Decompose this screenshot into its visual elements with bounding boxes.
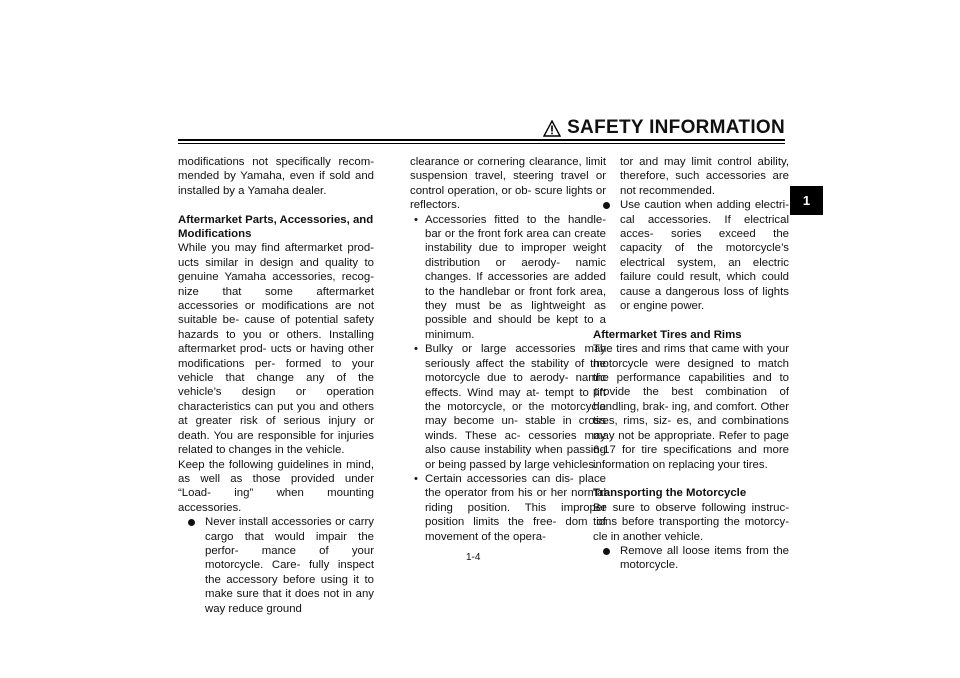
bullet-text: Remove all loose items from the motorcycle.	[620, 544, 789, 572]
continued-text: tor and may limit control ability, therefore, such accessories are not recommended.	[620, 156, 789, 197]
bullet-icon: •	[414, 213, 418, 226]
continued-text: clearance or cornering clearance, limit suspension travel, steering travel or control operation, or ob- scure lights or reflectors.	[410, 156, 606, 212]
page-number: 1-4	[466, 552, 481, 563]
section-heading-accessories: Aftermarket Parts, Accessories, and Modifications	[178, 213, 374, 241]
list-item	[178, 515, 374, 616]
bullet-text: Use caution when adding electri- cal accessories. If electrical acces- sories exceed the capacity of the motorcycle’s electrical system, an electric failure could result, which could cause a dangerous loss of lights or engine power.	[620, 199, 789, 313]
transport-paragraph: Be sure to observe following instruc- tions before transporting the motorcy- cle in another vehicle.	[593, 501, 789, 543]
bullet-icon: •	[414, 343, 418, 356]
sub-bullet-text: Accessories fitted to the handle- bar or the front fork area can create instability due to improper weight distribution or aerody- namic changes. If accessories are added to the handlebar or front fork area, they must be as lightweight as possible and should be kept to a minimum.	[425, 213, 606, 341]
page-header	[178, 116, 785, 140]
intro-paragraph: modifications not specifically recom- mended by Yamaha, even if sold and installed by a Yamaha dealer.	[178, 156, 374, 197]
chapter-tab: 1	[790, 186, 823, 215]
bullet-dot-icon	[603, 202, 610, 209]
text-column-2	[410, 155, 606, 544]
page-title: SAFETY INFORMATION	[567, 117, 785, 138]
list-item	[410, 472, 606, 544]
text-column-3	[593, 155, 789, 573]
sub-bullet-text: Bulky or large accessories may seriously affect the stability of the motorcycle due to aerody- namic effects. Wind may at- tempt to lift the motorcycle, or the motorcycle may become un- stable in cross winds. These ac- cessories may also cause instability when passing or being passed by large vehicles.	[425, 343, 606, 471]
list-item	[593, 198, 789, 313]
list-item	[593, 544, 789, 573]
warning-triangle-icon	[543, 120, 561, 137]
header-rule-thin	[178, 143, 785, 144]
tires-paragraph: The tires and rims that came with your motorcycle were designed to match the performance capabilities and to provide the best combination of handling, brak- ing, and comfort. Other tires, rims, siz- es, and combinations may not be appropriate. Refer to page 6-17 for tire specifications and more information on replacing your tires.	[593, 343, 789, 471]
section-heading-transport: Transporting the Motorcycle	[593, 487, 747, 500]
section-heading-tires: Aftermarket Tires and Rims	[593, 328, 742, 341]
list-item	[410, 342, 606, 472]
bullet-dot-icon	[603, 548, 610, 555]
header-rule-thick	[178, 139, 785, 141]
accessories-paragraph: While you may find aftermarket prod- ucts similar in design and quality to genuine Yamaha accessories, recog- nize that some aftermarket accessories or modifications are not suitable be- cause of potential safety hazards to you or others. Installing aftermarket prod- ucts or having other modifications per- formed to your vehicle that change any of the vehicle’s design or operation characteristics can put you and others at greater risk of serious injury or death. You are responsible for injuries related to changes in the vehicle.	[178, 242, 374, 457]
bullet-dot-icon	[188, 519, 195, 526]
bullet-text: Never install accessories or carry cargo that would impair the perfor- mance of your motorcycle. Care- fully inspect the accessory before using it to make sure that it does not in any way reduce ground	[205, 516, 374, 615]
sub-bullet-text: Certain accessories can dis- place the operator from his or her normal riding position. This improper position limits the free- dom of movement of the opera-	[425, 472, 606, 543]
list-item	[410, 213, 606, 343]
bullet-icon: •	[414, 472, 418, 485]
text-column-1	[178, 155, 374, 616]
guidelines-paragraph: Keep the following guidelines in mind, as well as those provided under “Load- ing” when mounting accessories.	[178, 458, 374, 514]
